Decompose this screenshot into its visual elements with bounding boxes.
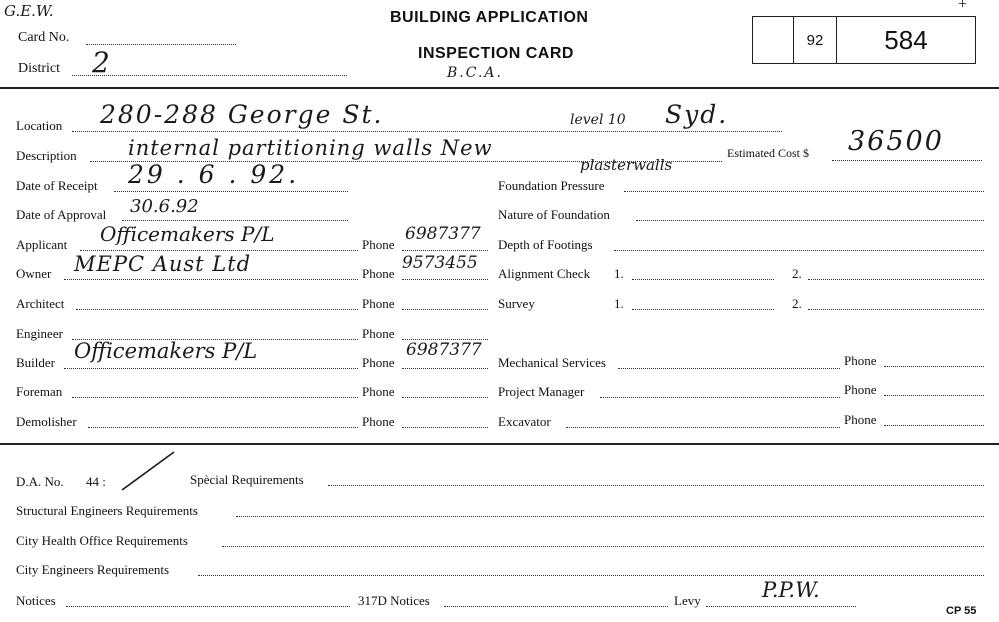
form-subtitle: INSPECTION CARD — [418, 45, 574, 62]
number-box-year: 92 — [794, 17, 837, 63]
levy-field[interactable] — [706, 606, 856, 607]
notices-317d-label: 317D Notices — [358, 593, 430, 608]
location-field[interactable] — [72, 131, 782, 132]
notices-field[interactable] — [66, 606, 350, 607]
owner-phone-value: 9573455 — [402, 253, 478, 273]
location-label: Location — [16, 118, 63, 133]
owner-label: Owner — [16, 266, 52, 281]
da-slash-mark — [118, 448, 178, 494]
plus-mark: + — [958, 0, 968, 13]
city-engineers-field[interactable] — [198, 575, 984, 576]
demolisher-field[interactable] — [88, 427, 358, 428]
applicant-field[interactable] — [80, 250, 358, 251]
pm-phone-field[interactable] — [884, 395, 984, 396]
foreman-field[interactable] — [72, 397, 358, 398]
nature-foundation-field[interactable] — [636, 220, 984, 221]
notices-317d-field[interactable] — [444, 606, 668, 607]
applicant-label: Applicant — [16, 237, 68, 252]
approval-label: Date of Approval — [16, 207, 107, 222]
mech-phone-label: Phone — [844, 353, 877, 368]
health-label: City Health Office Requirements — [16, 533, 188, 548]
applicant-phone-field[interactable] — [402, 250, 488, 251]
survey-1-field[interactable] — [632, 309, 774, 310]
mech-services-field[interactable] — [618, 368, 840, 369]
foreman-label: Foreman — [16, 384, 63, 399]
bca-note: B.C.A. — [447, 65, 503, 81]
builder-phone-value: 6987377 — [406, 340, 482, 360]
foundation-pressure-field[interactable] — [624, 191, 984, 192]
owner-value: MEPC Aust Ltd — [74, 252, 252, 276]
owner-phone-label: Phone — [362, 266, 395, 281]
demolisher-phone-field[interactable] — [402, 427, 488, 428]
engineer-phone-label: Phone — [362, 326, 395, 341]
receipt-value: 29 . 6 . 92. — [128, 160, 300, 189]
da-value: 44 : — [86, 474, 106, 489]
builder-label: Builder — [16, 355, 55, 370]
builder-phone-label: Phone — [362, 355, 395, 370]
depth-footings-label: Depth of Footings — [498, 237, 593, 252]
alignment-2-label: 2. — [792, 266, 802, 281]
demolisher-label: Demolisher — [16, 414, 77, 429]
engineer-label: Engineer — [16, 326, 63, 341]
special-requirements-label: Spècial Requirements — [190, 472, 304, 487]
number-box-1[interactable] — [753, 17, 794, 63]
project-manager-label: Project Manager — [498, 384, 585, 399]
depth-footings-field[interactable] — [614, 250, 984, 251]
district-field[interactable] — [72, 75, 347, 76]
card-no-label: Card No. — [18, 30, 70, 45]
location-value: 280-288 George St. — [100, 100, 384, 129]
number-box-number: 584 — [884, 24, 928, 55]
approval-value: 30.6.92 — [130, 196, 199, 217]
receipt-label: Date of Receipt — [16, 178, 98, 193]
applicant-phone-value: 6987377 — [405, 224, 481, 244]
levy-value: P.P.W. — [762, 578, 820, 602]
district-label: District — [18, 61, 60, 76]
survey-2-field[interactable] — [808, 309, 984, 310]
excavator-phone-field[interactable] — [884, 425, 984, 426]
description-value: internal partitioning walls New — [128, 136, 493, 160]
estimated-cost-value: 36500 — [848, 126, 944, 157]
notices-label: Notices — [16, 593, 56, 608]
levy-label: Levy — [674, 593, 701, 608]
demolisher-phone-label: Phone — [362, 414, 395, 429]
applicant-value: Officemakers P/L — [100, 222, 275, 246]
location-suburb: Syd. — [665, 100, 729, 129]
owner-field[interactable] — [64, 279, 358, 280]
divider-bottom — [0, 443, 999, 445]
excavator-field[interactable] — [566, 427, 840, 428]
excavator-phone-label: Phone — [844, 412, 877, 427]
divider-top — [0, 87, 999, 89]
da-label: D.A. No. — [16, 474, 64, 489]
receipt-field[interactable] — [114, 191, 348, 192]
estimated-cost-field[interactable] — [832, 160, 982, 161]
architect-label: Architect — [16, 296, 65, 311]
nature-foundation-label: Nature of Foundation — [498, 207, 610, 222]
foreman-phone-field[interactable] — [402, 397, 488, 398]
location-level: level 10 — [570, 112, 626, 128]
description-label: Description — [16, 148, 77, 163]
foundation-pressure-label: Foundation Pressure — [498, 178, 605, 193]
card-no-field[interactable] — [86, 44, 236, 45]
initials: G.E.W. — [4, 2, 54, 20]
alignment-label: Alignment Check — [498, 266, 591, 281]
survey-2-label: 2. — [792, 296, 802, 311]
foreman-phone-label: Phone — [362, 384, 395, 399]
form-title: BUILDING APPLICATION — [390, 9, 589, 26]
mech-phone-field[interactable] — [884, 366, 984, 367]
owner-phone-field[interactable] — [402, 279, 488, 280]
description-value-2: plasterwalls — [580, 156, 673, 174]
special-requirements-field[interactable] — [328, 485, 984, 486]
alignment-2-field[interactable] — [808, 279, 984, 280]
builder-field[interactable] — [64, 368, 358, 369]
excavator-label: Excavator — [498, 414, 551, 429]
application-number-boxes — [752, 16, 976, 64]
architect-field[interactable] — [76, 309, 358, 310]
alignment-1-label: 1. — [614, 266, 624, 281]
architect-phone-label: Phone — [362, 296, 395, 311]
applicant-phone-label: Phone — [362, 237, 395, 252]
form-code: CP 55 — [946, 605, 977, 617]
survey-1-label: 1. — [614, 296, 624, 311]
project-manager-field[interactable] — [600, 397, 840, 398]
pm-phone-label: Phone — [844, 382, 877, 397]
structural-label: Structural Engineers Requirements — [16, 503, 198, 518]
builder-phone-field[interactable] — [402, 368, 488, 369]
approval-field[interactable] — [122, 220, 348, 221]
mech-services-label: Mechanical Services — [498, 355, 606, 370]
alignment-1-field[interactable] — [632, 279, 774, 280]
estimated-cost-label: Estimated Cost $ — [727, 146, 809, 160]
builder-value: Officemakers P/L — [74, 339, 258, 363]
district-value: 2 — [92, 46, 110, 79]
city-engineers-label: City Engineers Requirements — [16, 562, 170, 577]
survey-label: Survey — [498, 296, 535, 311]
architect-phone-field[interactable] — [402, 309, 488, 310]
structural-field[interactable] — [236, 516, 984, 517]
health-field[interactable] — [222, 546, 984, 547]
